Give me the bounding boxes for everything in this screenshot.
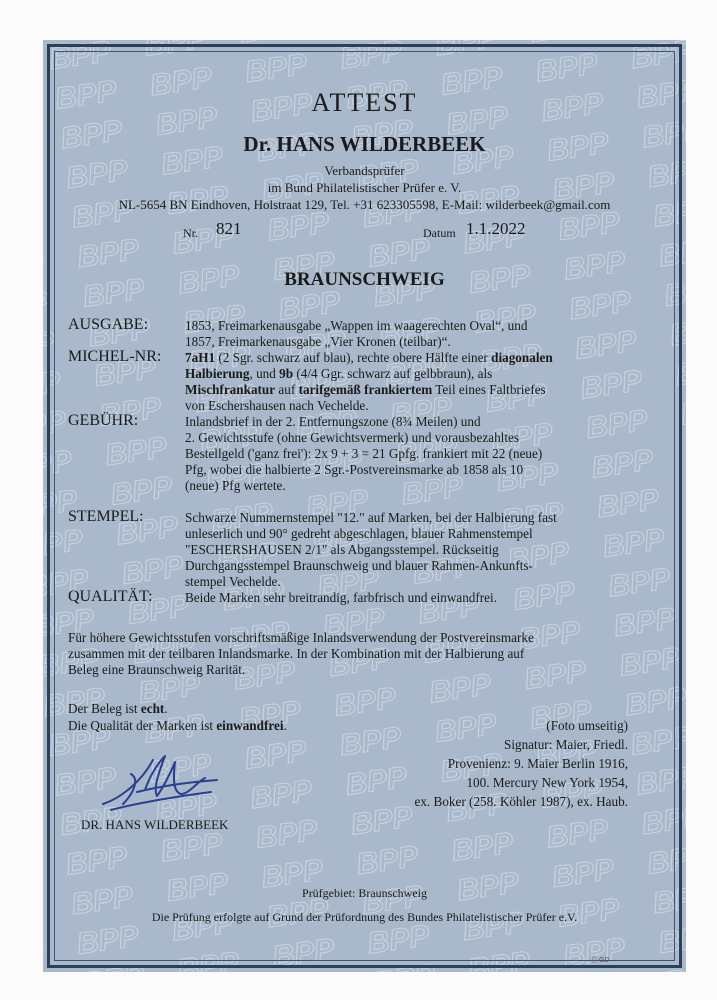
provenienz-line-3: ex. Boker (258. Köhler 1987), ex. Haub.: [414, 794, 628, 809]
qualitaet-line-1: Beide Marken sehr breitrandig, farbfrisch und einwandfrei.: [185, 590, 497, 605]
ausgabe-line-1: 1853, Freimarkenausgabe „Wappen im waagerechten Oval“, und: [185, 318, 528, 333]
michel-line-4: von Eschershausen nach Vechelde.: [185, 398, 369, 413]
stamp-area-heading: BRAUNSCHWEIG: [284, 269, 445, 290]
date-value: 1.1.2022: [466, 219, 526, 238]
provenienz-line-2: 100. Mercury New York 1954,: [466, 775, 628, 790]
qualitaet-label: QUALITÄT:: [68, 588, 153, 605]
verdict-echt: Der Beleg ist echt.: [68, 701, 168, 716]
certificate-border-inner: [54, 51, 675, 961]
gebuehr-line-4: Pfg, wobei die halbierte 2 Sgr.-Postvereinsmarke ab 1858 als 10: [185, 462, 524, 477]
expert-name: Dr. HANS WILDERBEEK: [243, 132, 486, 156]
signature-name: DR. HANS WILDERBEEK: [81, 817, 229, 832]
date-label: Datum: [423, 226, 456, 240]
expert-association: im Bund Philatelistischer Prüfer e. V.: [267, 180, 462, 195]
gebuehr-line-3: Bestellgeld ('ganz frei'): 2x 9 + 3 = 21 Gpfg. frankiert mit 22 (neue): [185, 446, 543, 461]
signatur-line: Signatur: Maier, Friedl.: [504, 737, 628, 752]
nr-label: Nr.: [183, 226, 198, 240]
foto-note: (Foto umseitig): [546, 718, 628, 733]
remark-line-3: Beleg eine Braunschweig Rarität.: [68, 662, 246, 677]
expert-role: Verbandsprüfer: [324, 163, 405, 178]
gebuehr-line-1: Inlandsbrief in der 2. Entfernungszone (8¾ Meilen) und: [185, 414, 481, 429]
verdict-quality: Die Qualität der Marken ist einwandfrei.: [68, 718, 287, 733]
remark-line-1: Für höhere Gewichtsstufen vorschriftsmäßige Inlandsverwendung der Postvereinsmarke: [68, 630, 534, 645]
michel-line-1: 7aH1 (2 Sgr. schwarz auf blau), rechte obere Hälfte einer diagonalen: [185, 350, 553, 365]
stempel-line-2: unleserlich und 90° gedreht abgeschlagen, blauer Rahmenstempel: [185, 526, 533, 541]
stempel-line-5: stempel Vechelde.: [185, 574, 281, 589]
gebuehr-label: GEBÜHR:: [68, 412, 139, 429]
stempel-label: STEMPEL:: [68, 508, 144, 525]
ausgabe-label: AUSGABE:: [68, 316, 149, 333]
ausgabe-line-2: 1857, Freimarkenausgabe „Vier Kronen (teilbar)“.: [185, 334, 451, 349]
expert-address: NL-5654 BN Eindhoven, Holstraat 129, Tel. +31 623305598, E-Mail: wilderbeek@gmail.com: [118, 197, 611, 212]
pruefgebiet-line: Prüfgebiet: Braunschweig: [302, 886, 427, 900]
michel-line-2: Halbierung, und 9b (4/4 Ggr. schwarz auf gelbbraun), als: [185, 366, 493, 381]
nr-value: 821: [216, 219, 242, 238]
gebuehr-line-2: 2. Gewichtsstufe (ohne Gewichtsvermerk) und vorausbezahltes: [185, 430, 519, 445]
stempel-line-3: "ESCHERSHAUSEN 2/1" als Abgangsstempel. Rückseitig: [185, 542, 499, 557]
provenienz-line-1: Provenienz: 9. Maier Berlin 1916,: [447, 756, 628, 771]
attest-title: ATTEST: [311, 88, 418, 117]
michel-line-3: Mischfrankatur auf tarifgemäß frankiertem Teil eines Faltbriefes: [185, 382, 546, 397]
remark-line-2: zusammen mit der teilbaren Inlandsmarke. In der Kombination mit der Halbierung auf: [68, 646, 525, 661]
pruefordnung-line: Die Prüfung erfolgte auf Grund der Prüfordnung des Bundes Philatelistischer Prüfer e.V.: [151, 910, 578, 924]
stempel-line-1: Schwarze Nummernstempel "12." auf Marken, bei der Halbierung fast: [185, 510, 557, 525]
michel-label: MICHEL-NR:: [68, 348, 162, 365]
stempel-line-4: Durchgangsstempel Braunschweig und blauer Rahmen-Ankunfts-: [185, 558, 533, 573]
emblem-mark: Ⓒ GD: [590, 957, 610, 964]
gebuehr-line-5: (neue) Pfg wertete.: [185, 478, 286, 493]
